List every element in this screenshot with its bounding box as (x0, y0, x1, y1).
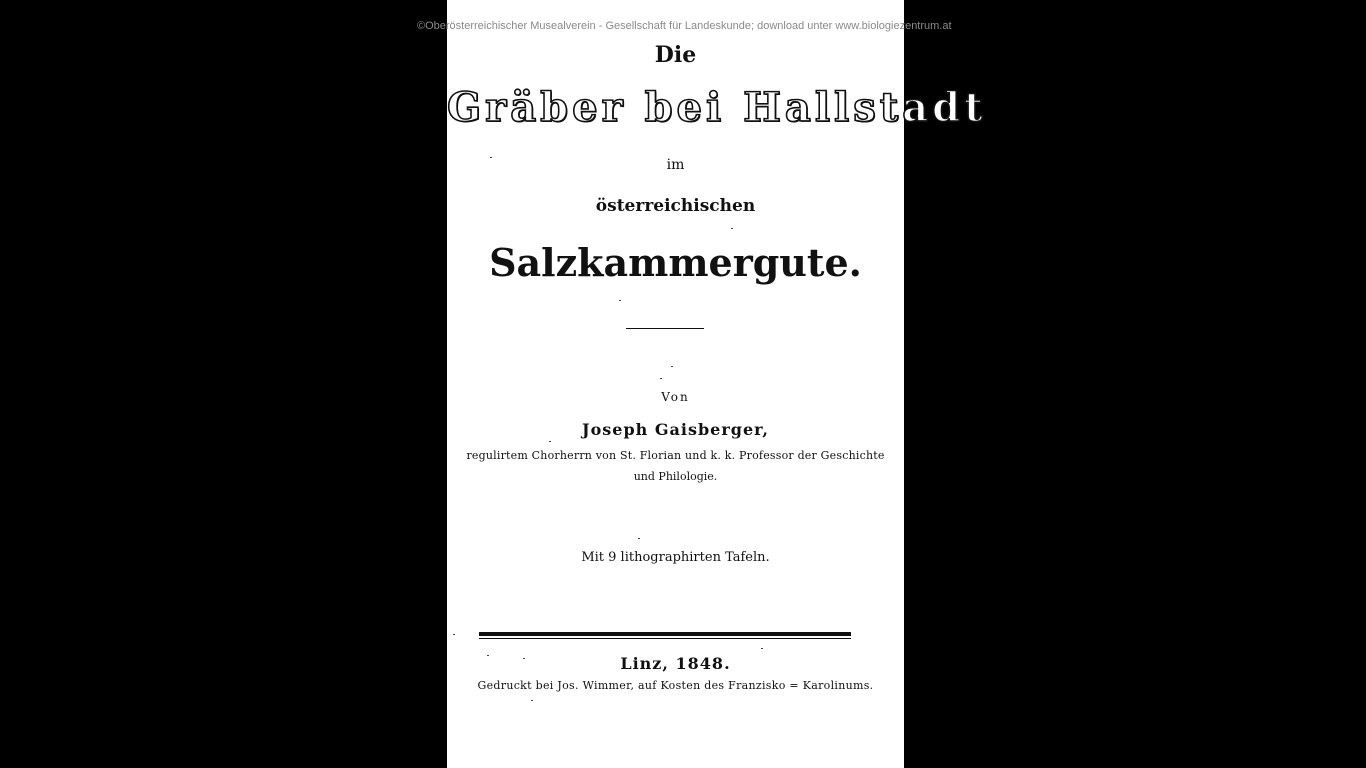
copyright-watermark: ©Oberösterreichischer Musealverein - Gesellschaft für Landeskunde; download unter www.biologiezentrum.at (417, 20, 952, 32)
author-description-line1: regulirtem Chorherrn von St. Florian und k. k. Professor der Geschichte (466, 449, 885, 462)
title-main: Gräber bei Hallstadt (447, 84, 987, 131)
byline-von: Von (661, 390, 690, 404)
print-speck (671, 366, 673, 367)
author-name: Joseph Gaisberger, (582, 420, 769, 439)
imprint-printer: Gedruckt bei Jos. Wimmer, auf Kosten des Franzisko = Karolinums. (477, 679, 874, 692)
title-article: Die (654, 42, 697, 68)
print-speck (490, 157, 492, 158)
print-speck (619, 300, 621, 301)
imprint-thick-rule (479, 632, 851, 636)
title-divider (626, 328, 704, 329)
print-speck (660, 378, 662, 379)
print-speck (487, 655, 489, 656)
print-speck (523, 658, 525, 659)
author-description-line2: und Philologie. (633, 470, 718, 483)
print-speck (731, 228, 733, 229)
document-page (417, 0, 987, 768)
title-preposition: im (666, 157, 685, 173)
title-adjective: österreichischen (595, 196, 756, 216)
plates-note: Mit 9 lithographirten Tafeln. (581, 550, 770, 565)
print-speck (549, 441, 551, 442)
print-speck (638, 538, 640, 539)
imprint-thin-rule (479, 638, 851, 639)
print-speck (453, 634, 455, 635)
print-speck (761, 648, 763, 649)
title-place: Salzkammergute. (489, 240, 862, 285)
print-speck (531, 700, 533, 701)
imprint-place-year: Linz, 1848. (620, 654, 731, 673)
